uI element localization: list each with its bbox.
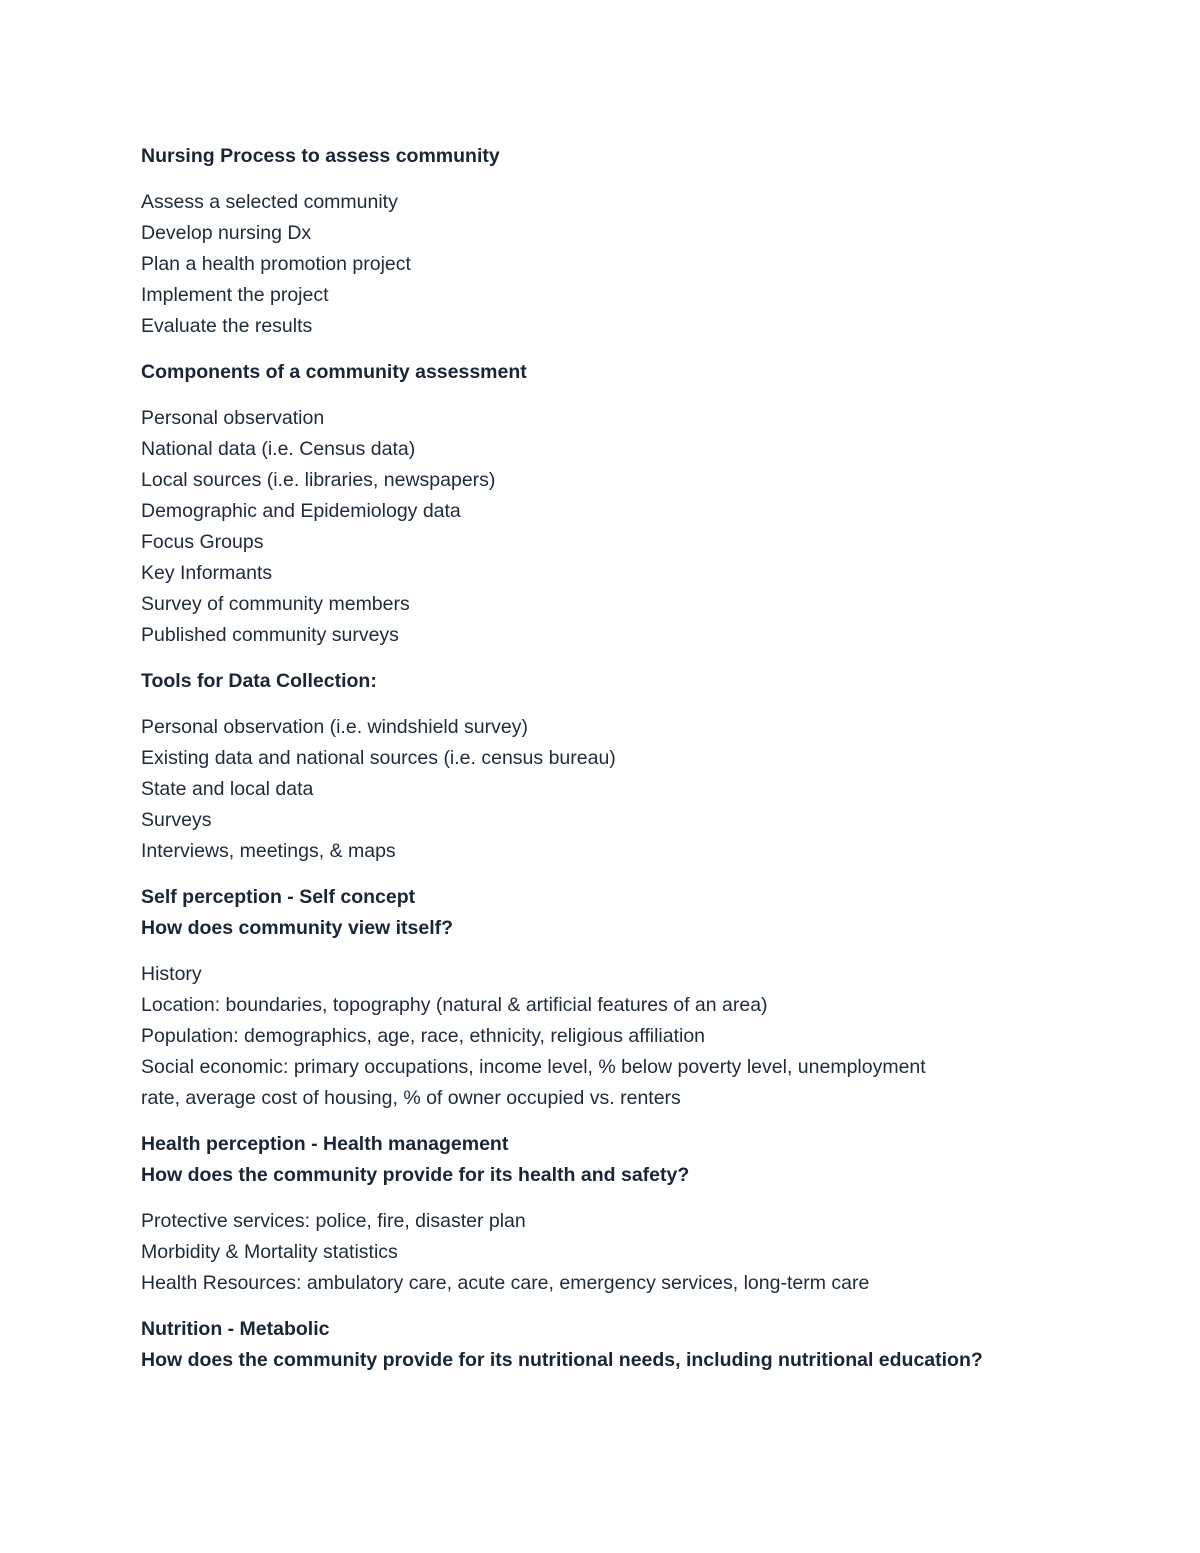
list-item: History: [141, 963, 202, 985]
section-self-perception: [141, 882, 1061, 1114]
document-page: [141, 141, 1061, 1391]
list-item: Surveys: [141, 809, 212, 831]
list-item: Key Informants: [141, 562, 273, 584]
list-item: Protective services: police, fire, disaster plan: [141, 1210, 526, 1232]
section-subheading: How does community view itself?: [141, 917, 454, 939]
section-nursing-process: [141, 141, 1061, 342]
list-item: Develop nursing Dx: [141, 222, 312, 244]
list-item: rate, average cost of housing, % of owner occupied vs. renters: [141, 1087, 681, 1109]
section-health-perception: [141, 1129, 1061, 1299]
list-item: Population: demographics, age, race, ethnicity, religious affiliation: [141, 1025, 706, 1047]
section-heading: Tools for Data Collection:: [141, 670, 377, 692]
list-item: Morbidity & Mortality statistics: [141, 1241, 398, 1263]
list-item: Health Resources: ambulatory care, acute care, emergency services, long-term care: [141, 1272, 870, 1294]
section-subheading: How does the community provide for its nutritional needs, including nutritional education?: [141, 1349, 983, 1371]
list-item: State and local data: [141, 778, 314, 800]
list-item: Published community surveys: [141, 624, 399, 646]
section-heading-block: [141, 1314, 1061, 1376]
list-item: Existing data and national sources (i.e. census bureau): [141, 747, 616, 769]
section-heading: Self perception - Self concept: [141, 886, 416, 908]
list-item: Implement the project: [141, 284, 329, 306]
list-item: Personal observation: [141, 407, 325, 429]
section-tools: [141, 666, 1061, 867]
list-item: Personal observation (i.e. windshield survey): [141, 716, 528, 738]
section-heading: Components of a community assessment: [141, 361, 527, 383]
section-heading-block: [141, 1129, 1061, 1191]
list-item: Local sources (i.e. libraries, newspapers): [141, 469, 496, 491]
list-item: Interviews, meetings, & maps: [141, 840, 396, 862]
list-item: Demographic and Epidemiology data: [141, 500, 461, 522]
list-item: National data (i.e. Census data): [141, 438, 416, 460]
section-nutrition: [141, 1314, 1061, 1376]
section-heading: Nursing Process to assess community: [141, 145, 500, 167]
list-item: Survey of community members: [141, 593, 410, 615]
section-heading-block: [141, 882, 1061, 944]
section-heading: Nutrition - Metabolic: [141, 1318, 330, 1340]
section-heading: Health perception - Health management: [141, 1133, 509, 1155]
section-subheading: How does the community provide for its health and safety?: [141, 1164, 690, 1186]
list-item: Location: boundaries, topography (natural & artificial features of an area): [141, 994, 768, 1016]
section-heading-block: [141, 666, 1061, 697]
list-item: Plan a health promotion project: [141, 253, 411, 275]
section-heading-block: [141, 141, 1061, 172]
list-item: Social economic: primary occupations, income level, % below poverty level, unemployment: [141, 1056, 926, 1078]
list-item: Evaluate the results: [141, 315, 313, 337]
section-components: [141, 357, 1061, 651]
section-heading-block: [141, 357, 1061, 388]
list-item: Focus Groups: [141, 531, 264, 553]
list-item: Assess a selected community: [141, 191, 398, 213]
